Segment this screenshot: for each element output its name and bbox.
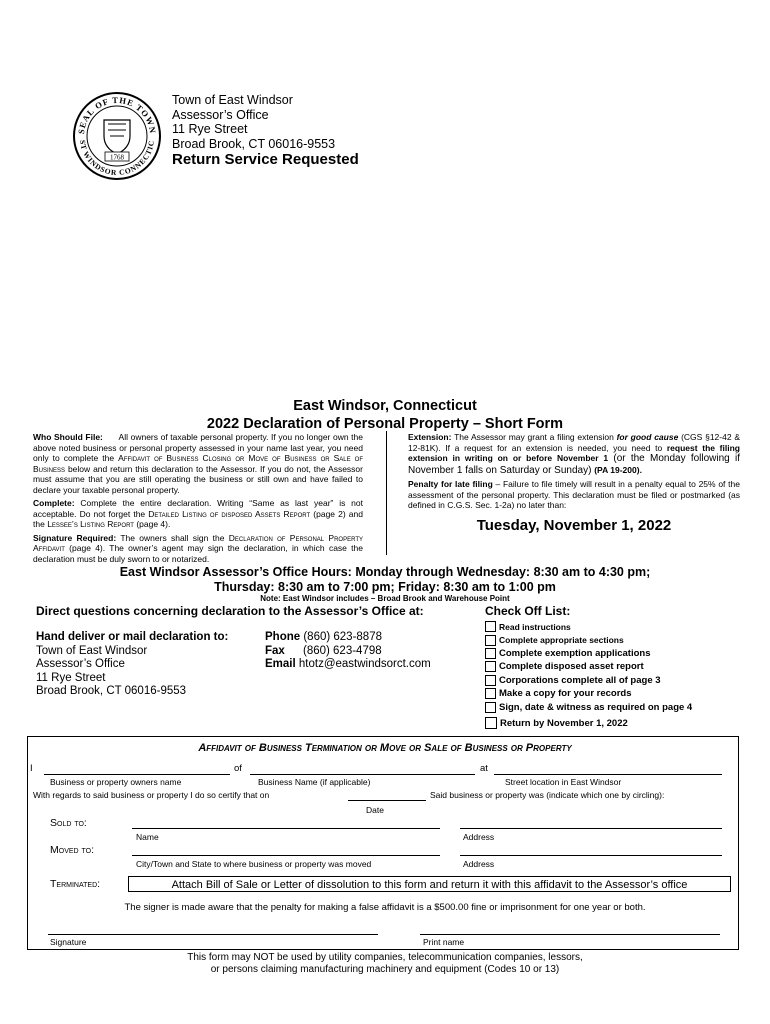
affidavit-ref: Affidavit of Business Closing or Move of Business or Sale of Business: [33, 453, 363, 474]
form-title-town: East Windsor, Connecticut: [293, 398, 477, 414]
terminated-instructions: Attach Bill of Sale or Letter of dissolution to this form and return it with this affidavit to the Assessor’s office: [128, 876, 731, 892]
checkbox[interactable]: [485, 661, 496, 672]
print-name-field[interactable]: [420, 934, 720, 935]
extension-label: Extension:: [408, 432, 452, 442]
fax-label: Fax: [265, 644, 285, 657]
footer-line-1: This form may NOT be used by utility companies, telecommunication companies, lessors,: [187, 952, 583, 963]
address-line: Broad Brook, CT 06016-9553: [172, 136, 336, 151]
name-label: Name: [136, 832, 159, 842]
check-off-list: [485, 620, 692, 730]
filing-deadline: Tuesday, November 1, 2022: [476, 517, 672, 534]
affidavit-title: Affidavit of Business Termination or Move or Sale of Business or Property: [198, 742, 572, 754]
address-label-2: Address: [463, 859, 495, 869]
checklist-label: Return by November 1, 2022: [500, 717, 628, 729]
said-business-text: Said business or property was (indicate which one by circling):: [430, 790, 665, 800]
office-hours-1: East Windsor Assessor’s Office Hours: Monday through Wednesday: 8:30 am to 4:30 pm;: [119, 565, 651, 579]
direct-questions: Direct questions concerning declaration to the Assessor’s Office at:: [36, 604, 424, 618]
signature-text: The owners shall sign the: [116, 532, 229, 543]
checklist-label: Sign, date & witness as required on page 4: [499, 701, 693, 713]
complete-text-3: (page 4).: [133, 519, 171, 529]
signature-required-label: Signature Required:: [33, 532, 117, 543]
contact-block: [265, 631, 431, 672]
hand-deliver-block: [36, 631, 228, 699]
checklist-item[interactable]: [485, 700, 692, 713]
sold-to-name-field[interactable]: [132, 828, 440, 829]
checkbox[interactable]: [485, 648, 496, 659]
extension-text: The Assessor may grant a filing extension: [451, 432, 617, 442]
signature-text-2: (page 4). The owner’s agent may sign the declaration, in which case the declaration must be duly sworn to or notarized.: [33, 543, 363, 564]
email-address: htotz@eastwindsorct.com: [298, 658, 431, 670]
address-line: Assessor’s Office: [172, 107, 269, 122]
owner-name-field[interactable]: [44, 774, 230, 775]
who-text: All owners of taxable personal property. If you no longer own the above noted business or personal property assessed in your name last year, you need only to complete the: [33, 432, 364, 463]
complete-label: Complete:: [33, 498, 75, 508]
signature-field[interactable]: [48, 934, 378, 935]
sold-to-address-field[interactable]: [460, 828, 722, 829]
phone-number: (860) 623-8878: [303, 631, 382, 643]
disposed-assets-ref: Detailed Listing of disposed Assets Report: [148, 508, 311, 519]
checklist-item[interactable]: [485, 660, 692, 673]
checklist-item[interactable]: [485, 717, 692, 730]
terminated-label: Terminated:: [50, 878, 101, 890]
checkbox[interactable]: [485, 621, 496, 632]
checkbox[interactable]: [485, 702, 496, 713]
checklist-label: Complete exemption applications: [499, 647, 651, 659]
who-should-file-label: Who Should File:: [33, 432, 103, 442]
good-cause: for good cause: [616, 432, 679, 442]
checkbox[interactable]: [485, 688, 496, 699]
phone-label: Phone: [265, 631, 301, 643]
extension-text-2: (CGS §12-42 & 12-81K). If a request for an extension is needed, you need to: [408, 432, 740, 453]
city-state-label: City/Town and State to where business or property was moved: [136, 859, 372, 869]
address-line: 11 Rye Street: [172, 122, 248, 136]
certify-text: With regards to said business or property I do so certify that on: [33, 790, 270, 800]
email-label: Email: [265, 658, 296, 670]
sold-to-label: Sold to:: [50, 817, 87, 829]
checkbox[interactable]: [485, 675, 496, 686]
form-title: 2022 Declaration of Personal Property – Short Form: [206, 416, 564, 432]
complete-text: Complete the entire declaration. Writing “Same as last year” is not acceptable. Do not forget the: [33, 498, 363, 519]
pa-ref: (PA 19-200).: [594, 464, 642, 475]
checklist-label: Complete appropriate sections: [499, 635, 624, 646]
footer-line-2: or persons claiming manufacturing machinery and equipment (Codes 10 or 13): [210, 964, 560, 975]
business-name-field[interactable]: [250, 774, 475, 775]
checklist-label: Corporations complete all of page 3: [499, 674, 661, 686]
affidavit-frame: [27, 736, 739, 950]
checklist-item[interactable]: [485, 687, 692, 700]
seal-year: 1768: [110, 153, 124, 162]
check-off-list-title: Check Off List:: [485, 604, 571, 618]
svg-text:SEAL OF THE TOWN: SEAL OF THE TOWN: [75, 94, 159, 135]
town-seal: [72, 90, 162, 182]
checklist-item[interactable]: [485, 633, 692, 646]
date-field[interactable]: [348, 800, 426, 801]
affidavit-at: at: [480, 763, 488, 774]
affidavit-of: of: [234, 763, 242, 774]
penalty-label: Penalty for late filing: [408, 479, 493, 489]
deliver-line: Assessor’s Office: [36, 658, 125, 670]
instructions-left: [33, 432, 363, 567]
footer-note: [0, 952, 770, 976]
print-name-label: Print name: [423, 937, 465, 947]
fax-number: (860) 623-4798: [303, 644, 382, 657]
checkbox[interactable]: [485, 635, 496, 646]
office-hours-2: Thursday: 8:30 am to 7:00 pm; Friday: 8:30 am to 1:00 pm: [214, 580, 556, 594]
declaration-affidavit-ref: Declaration of Personal Property Affidavit: [33, 532, 363, 553]
checklist-label: Read instructions: [499, 621, 571, 632]
return-address: [172, 93, 359, 168]
who-text-2: below and return this declaration to the Assessor. If you do not, the Assessor must assume that you are still operating the business or still own and have failed to declare your taxable personal property.: [33, 463, 363, 495]
deliver-line: Broad Brook, CT 06016-9553: [36, 685, 187, 697]
return-service-requested: Return Service Requested: [172, 151, 359, 168]
column-divider: [386, 431, 387, 555]
checkbox[interactable]: [485, 717, 497, 729]
checklist-item[interactable]: [485, 674, 692, 687]
moved-to-city-field[interactable]: [132, 855, 440, 856]
street-location-label: Street location in East Windsor: [505, 777, 622, 787]
affidavit-i: I: [30, 763, 33, 774]
owner-name-label: Business or property owners name: [50, 777, 182, 787]
moved-to-label: Moved to:: [50, 844, 95, 856]
svg-text:EAST WINDSOR CONNECTICUT: ST WINDSOR CONNECTIC: [78, 139, 157, 178]
false-affidavit-penalty: The signer is made aware that the penalty for making a false affidavit is a $500.00 fine or imprisonment for one year or both.: [124, 902, 646, 913]
lessee-listing-ref: Lessee’s Listing Report: [47, 519, 134, 529]
address-line: Town of East Windsor: [172, 93, 293, 107]
hours-note: Note: East Windsor includes – Broad Brook and Warehouse Point: [260, 594, 510, 603]
extension-text-3: (or the Monday following if November 1 falls on Saturday or Sunday): [408, 453, 740, 476]
date-label: Date: [366, 805, 384, 815]
extension-request-deadline: request the filing extension in writing on or before November 1: [408, 442, 740, 463]
deliver-line: Town of East Windsor: [36, 644, 148, 657]
checklist-item[interactable]: [485, 647, 692, 660]
checklist-label: Complete disposed asset report: [499, 661, 644, 673]
checklist-item[interactable]: [485, 620, 692, 633]
deliver-line: 11 Rye Street: [36, 671, 106, 684]
moved-to-address-field[interactable]: [460, 855, 722, 856]
complete-text-2: (page 2) and the: [33, 508, 363, 529]
checklist-label: Make a copy for your records: [499, 688, 632, 700]
address-label: Address: [463, 832, 495, 842]
instructions-right: [408, 432, 740, 514]
penalty-text: – Failure to file timely will result in a penalty equal to 25% of the assessment of the personal property. This declaration must be filed or postmarked (as defined in C.G.S. Sec. 1-2a) no later than:: [408, 479, 740, 510]
hand-deliver-label: Hand deliver or mail declaration to:: [36, 631, 229, 643]
street-location-field[interactable]: [494, 774, 722, 775]
business-name-label: Business Name (if applicable): [258, 777, 371, 787]
signature-label: Signature: [50, 937, 87, 947]
